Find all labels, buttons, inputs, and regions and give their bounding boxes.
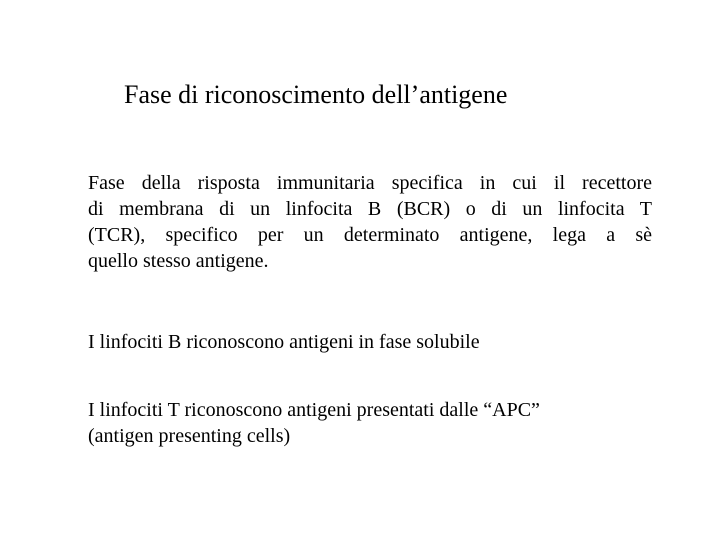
definition-paragraph [88,170,652,274]
definition-line: (TCR), specifico per un determinato antigene, lega a sè [88,224,652,246]
definition-line: Fase della risposta immunitaria specifica in cui il recettore [88,172,652,194]
t-cells-line: I linfociti T riconoscono antigeni presentati dalle “APC” [88,399,540,421]
t-cells-line: (antigen presenting cells) [88,425,291,447]
t-cells-paragraph [88,397,652,449]
definition-line: quello stesso antigene. [88,250,269,272]
b-cells-paragraph: I linfociti B riconoscono antigeni in fase solubile [88,331,480,353]
slide-title: Fase di riconoscimento dell’antigene [124,80,508,109]
definition-line: di membrana di un linfocita B (BCR) o di un linfocita T [88,198,652,220]
